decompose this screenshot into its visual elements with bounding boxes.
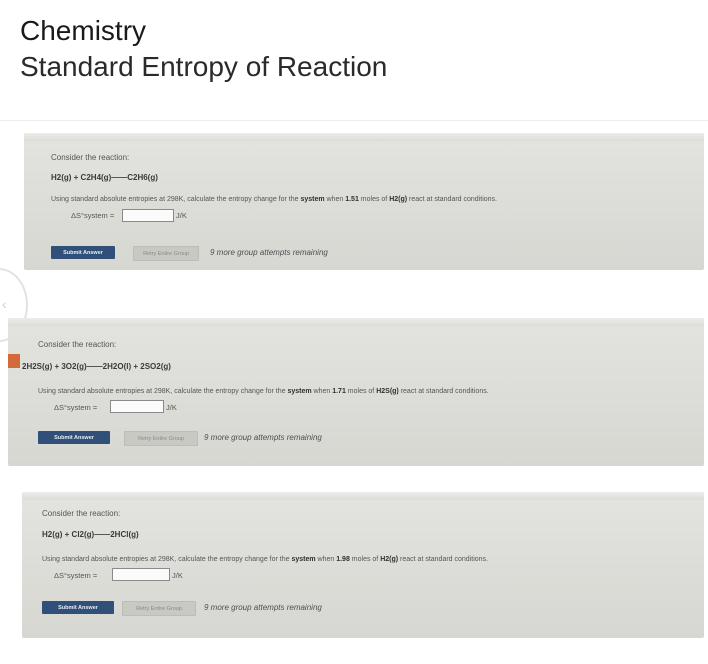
unit-label: J/K	[172, 571, 183, 580]
attempts-remaining: 9 more group attempts remaining	[204, 603, 322, 612]
reaction-intro: Consider the reaction:	[51, 153, 130, 162]
unit-label: J/K	[166, 403, 177, 412]
retry-group-button[interactable]: Retry Entire Group	[124, 431, 198, 446]
page-subtitle: Standard Entropy of Reaction	[20, 51, 388, 82]
entropy-answer-input[interactable]	[112, 568, 170, 581]
retry-group-button[interactable]: Retry Entire Group	[122, 601, 196, 616]
reaction-equation: 2H2S(g) + 3O2(g)——2H2O(l) + 2SO2(g)	[22, 362, 171, 371]
submit-answer-button[interactable]: Submit Answer	[51, 246, 115, 259]
question-text: Using standard absolute entropies at 298K, calculate the entropy change for the system when 1.71 moles of H2S(g) react at standard conditions.	[38, 388, 489, 395]
retry-group-button[interactable]: Retry Entire Group	[133, 246, 199, 261]
attempts-remaining: 9 more group attempts remaining	[204, 433, 322, 442]
entropy-answer-input[interactable]	[110, 400, 164, 413]
attempts-remaining: 9 more group attempts remaining	[210, 248, 328, 257]
answer-label: ΔS°system =	[71, 211, 115, 220]
question-text: Using standard absolute entropies at 298K, calculate the entropy change for the system when 1.51 moles of H2(g) react at standard conditions.	[51, 196, 497, 203]
question-text: Using standard absolute entropies at 298K, calculate the entropy change for the system when 1.98 moles of H2(g) react at standard conditions.	[42, 556, 488, 563]
reaction-intro: Consider the reaction:	[38, 340, 117, 349]
reaction-equation: H2(g) + C2H4(g)——C2H6(g)	[51, 173, 158, 182]
entropy-answer-input[interactable]	[122, 209, 174, 222]
problem-card-1	[24, 133, 704, 270]
answer-label: ΔS°system =	[54, 403, 98, 412]
answer-label: ΔS°system =	[54, 571, 98, 580]
problem-card-3	[22, 492, 704, 638]
problem-card-2	[8, 318, 704, 466]
header-divider	[0, 120, 708, 121]
submit-answer-button[interactable]: Submit Answer	[38, 431, 110, 444]
reaction-equation: H2(g) + Cl2(g)——2HCl(g)	[42, 530, 139, 539]
unit-label: J/K	[176, 211, 187, 220]
submit-answer-button[interactable]: Submit Answer	[42, 601, 114, 614]
page-title: Chemistry	[20, 15, 147, 46]
chevron-left-icon[interactable]: ‹	[2, 296, 7, 312]
flag-marker	[8, 354, 20, 368]
reaction-intro: Consider the reaction:	[42, 509, 121, 518]
